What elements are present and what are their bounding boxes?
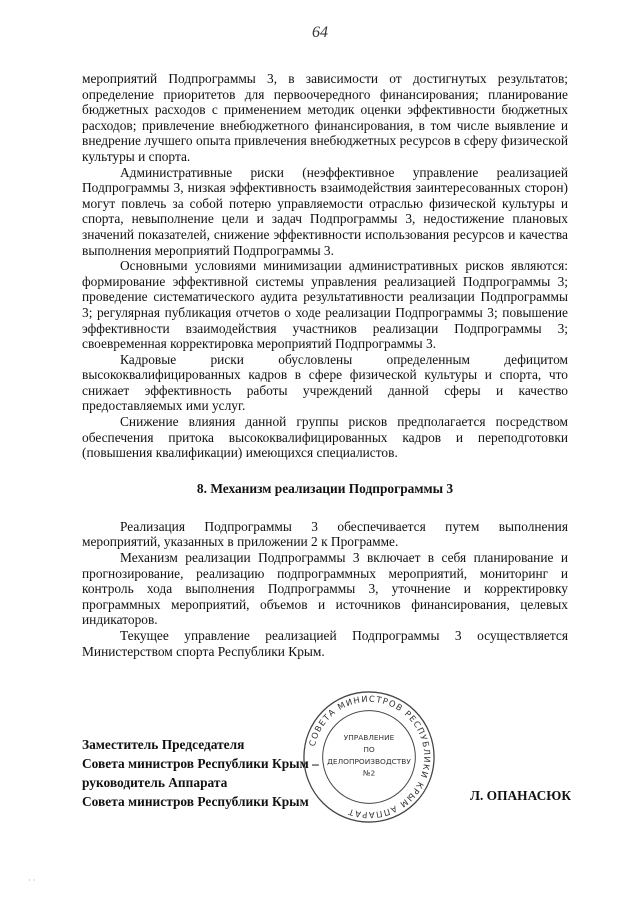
paragraph-continuation: мероприятий Подпрограммы 3, в зависимости от достигнутых результатов; определение приоритетов для первоочередного финансирования; планирование бюджетных расходов с применением методик оценки эффективности бюджетных расходов; привлечение внебюджетного финансирования, в том числе выявление и внедрение лучшего опыта привлечения внебюджетных ресурсов в сферу физической культуры и спорта. (82, 71, 568, 164)
paragraph-implementation: Реализация Подпрограммы 3 обеспечивается путем выполнения мероприятий, указанных в приложении 2 к Программе. (82, 518, 568, 550)
page-number: 64 (312, 24, 328, 41)
section-heading: 8. Механизм реализации Подпрограммы 3 (196, 480, 454, 496)
paragraph-admin-minimization: Основными условиями минимизации административных рисков являются: формирование эффективной системы управления реализацией Подпрограммы 3; проведение систематического аудита результативности реализации Подпрограммы 3; регулярная публикация отчетов о ходе реализации Подпрограммы 3; повышение эффективности взаимодействия участников реализации Подпрограммы 3; своевременная корректировка мероприятий Подпрограммы 3. (82, 258, 568, 352)
signatory-name: Л. ОПАНАСЮК (470, 788, 572, 803)
scan-artifact: · · (28, 876, 36, 885)
main-content (82, 71, 568, 659)
stamp-line-3: ДЕЛОПРОИЗВОДСТВУ (327, 756, 411, 766)
stamp-ring-text: СОВЕТА МИНИСТРОВ РЕСПУБЛИКИ КРЫМ АППАРАТ (306, 693, 433, 821)
signatory-title-3: руководитель Аппарата (82, 775, 228, 790)
paragraph-mechanism: Механизм реализации Подпрограммы 3 включает в себя планирование и прогнозирование, реализацию подпрограммных мероприятий, мониторинг и контроль хода выполнения Подпрограммы 3, уточнение и корректировку программных мероприятий, объемов и источников финансирования, целевых индикаторов. (82, 550, 568, 628)
signatory-title-1: Заместитель Председателя (82, 737, 245, 752)
mechanism-section (82, 519, 568, 659)
signatory-title-4: Совета министров Республики Крым (82, 794, 309, 809)
paragraph-personnel-mitigation: Снижение влияния данной группы рисков предполагается посредством обеспечения притока высококвалифицированных кадров и переподготовки (повышения квалификации) имеющихся специалистов. (82, 414, 568, 461)
signatory-title-2: Совета министров Республики Крым – (82, 756, 319, 771)
paragraph-personnel-risks: Кадровые риски обусловлены определенным дефицитом высококвалифицированных кадров в сфере физической культуры и спорта, что снижает эффективность работы учреждений данной сферы и качество предоставляемых ими услуг. (82, 351, 568, 414)
paragraph-management: Текущее управление реализацией Подпрограммы 3 осуществляется Министерством спорта Республики Крым. (82, 628, 568, 659)
risk-section (82, 71, 568, 461)
stamp-line-1: УПРАВЛЕНИЕ (343, 733, 395, 743)
stamp-line-2: ПО (363, 745, 375, 755)
paragraph-admin-risks: Административные риски (неэффективное управление реализацией Подпрограммы 3, низкая эффективность взаимодействия заинтересованных сторон) могут повлечь за собой потерю управляемости отраслью физической культуры и спорта, невыполнение цели и задач Подпрограммы 3, недостижение плановых значений показателей, снижение эффективности использования ресурсов и качества выполнения мероприятий Подпрограммы 3. (82, 164, 568, 258)
stamp-line-4: №2 (362, 768, 376, 778)
